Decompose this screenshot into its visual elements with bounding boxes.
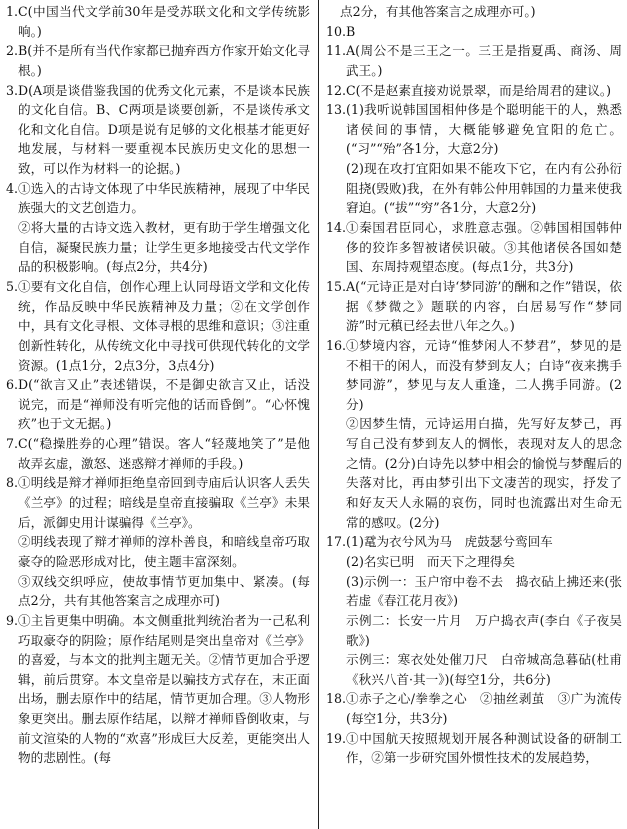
question-number: 6. — [6, 377, 19, 393]
answer-item — [326, 336, 622, 532]
answer-paragraph: D(A项是谈借鉴我国的优秀文化元素，不是谈本民族的文化自信。B、C两项是谈要创新，不是谈传承文化和文化自信。D项是说有足够的文化根基才能更好地发展，与材料一要重视本民族历史文化的思想一致，可以作为材料一的论据。) — [18, 82, 310, 177]
answer-paragraph: (3)示例一：玉户帘中卷不去 捣衣砧上拂还来(张若虚《春江花月夜》) — [346, 573, 622, 609]
answer-body — [346, 689, 622, 728]
question-number: 14. — [326, 220, 347, 236]
answer-item — [6, 434, 310, 473]
question-number: 11. — [326, 43, 347, 59]
question-number: 18. — [326, 691, 347, 707]
question-number: 10. — [326, 23, 347, 39]
answer-paragraph: ①中国航天按照规划开展各种测试设备的研制工作，②第一步研究国外惯性技术的发展趋势， — [346, 730, 622, 766]
answer-item — [6, 179, 310, 277]
answer-body — [346, 277, 622, 336]
answer-paragraph: 示例三：寒衣处处催刀尺 白帝城高急暮砧(杜甫《秋兴八首·其一》)(每空1分，共6分) — [346, 652, 622, 687]
answer-body — [346, 41, 622, 80]
continued-text — [326, 2, 622, 22]
answer-paragraph: ②因梦生情，元诗运用白描，先写好友梦己，再写自己没有梦到友人的惆怅，表现对友人的思念之情。(2分)白诗先以梦中相会的愉悦与梦醒后的失落对比，再由梦引出下文凄苦的现实，抒发了和好友天人永隔的哀伤，同时也流露出对生命无常的感叹。(2分) — [346, 416, 622, 530]
answer-body — [346, 532, 622, 689]
answer-body — [18, 81, 310, 179]
answer-paragraph: C(中国当代文学前30年是受苏联文化和文学传统影响。) — [18, 4, 310, 39]
answer-body — [18, 277, 310, 375]
answer-paragraph: ①秦国君臣同心，求胜意志强。②韩国相国韩仲侈的狡诈多智被诸侯识破。③其他诸侯各国如楚国、东周持观望态度。(每点1分，共3分) — [346, 220, 622, 275]
question-number: 2. — [6, 43, 19, 59]
answer-paragraph: ①梦境内容，元诗“惟梦闲人不梦君”，梦见的是不相干的闲人，而没有梦到友人；白诗“夜来携手梦同游”，梦见与友人重逢，二人携手同游。(2分) — [346, 337, 622, 412]
answer-body — [18, 434, 310, 473]
answer-body — [18, 473, 310, 610]
answer-paragraph: C(“稳操胜券的心理”错误。客人“轻蔑地笑了”是他故弄玄虚，激怒、迷惑辩才禅师的手段。) — [18, 436, 310, 471]
question-number: 12. — [326, 82, 347, 98]
answer-paragraph: (2)现在攻打宜阳如果不能攻下它，在内有公孙衍阻挠(毁败)我，在外有韩公仲用韩国的力量来使我窘迫。(“拔”“穷”各1分，大意2分) — [346, 161, 622, 216]
answer-paragraph: ②将大量的古诗文选入教材，更有助于学生增强文化自信，凝聚民族力量；让学生更多地接受古代文学作品的积极影响。(每点2分，共4分) — [18, 220, 310, 275]
left-column — [6, 2, 310, 768]
answer-paragraph: ①明线是辩才禅师拒绝皇帝回到寺庙后认识客人丢失《兰亭》的过程；暗线是皇帝直接骗取《兰亭》未果后，派御史用计谋骗得《兰亭》。 — [18, 475, 310, 530]
answer-item — [326, 729, 622, 768]
answer-paragraph: ①赤子之心/拳拳之心 ②抽丝剥茧 ③广为流传(每空1分，共3分) — [346, 691, 622, 727]
answer-item — [6, 2, 310, 41]
answer-body — [18, 611, 310, 768]
question-number: 1. — [6, 4, 19, 19]
answer-item — [6, 81, 310, 179]
answer-item — [6, 611, 310, 768]
answer-body — [18, 41, 310, 80]
answer-paragraph: ②明线表现了辩才禅师的淳朴善良，和暗线皇帝巧取豪夺的险恶形成对比，使主题丰富深刻。 — [18, 534, 310, 569]
question-number: 7. — [6, 436, 19, 452]
question-number: 4. — [6, 180, 19, 196]
answer-paragraph: D(“欲言又止”表述错误，不是御史欲言又止，话没说完，而是“禅师没有听完他的话而昏倒”。“心怀愧疚”也于文无据。) — [18, 377, 310, 432]
question-number: 5. — [6, 278, 19, 294]
answer-item — [6, 375, 310, 434]
answer-item — [326, 100, 622, 218]
answer-body — [346, 100, 622, 218]
question-number: 13. — [326, 102, 347, 118]
answer-item — [326, 277, 622, 336]
question-number: 9. — [6, 612, 19, 628]
answer-item — [6, 277, 310, 375]
answer-paragraph: ①主旨更集中明确。本文侧重批判统治者为一己私利巧取豪夺的阴险；原作结尾则是突出皇帝对《兰亭》的喜爱，与本文的批判主题无关。②情节更加合乎逻辑，前后贯穿。本文皇帝是以骗技方式存在，末正面出场，删去原作中的结尾，情节更加合理。③人物形象更突出。删去原作结尾，以辩才禅师昏倒收束，与前文渲染的人物的“欢喜”形成巨大反差，更能突出人物的悲剧性。(每 — [18, 612, 310, 766]
answer-item — [6, 473, 310, 610]
answer-paragraph: A(“元诗正是对白诗‘梦同游’的酬和之作”错误，依据《梦微之》题联的内容，白居易写作“梦同游”时元稹已经去世八年之久。) — [346, 278, 622, 334]
answer-paragraph: (1)我听说韩国国相仲侈是个聪明能干的人，熟悉诸侯间的事情，大概能够避免宜阳的危亡。(“习”“殆”各1分，大意2分) — [346, 102, 622, 157]
answer-paragraph: C(不是赵素直接劝说景翠，而是给周君的建议。) — [346, 82, 612, 98]
answer-body — [18, 179, 310, 277]
answer-item — [326, 532, 622, 689]
answer-item — [326, 41, 622, 80]
answer-body — [346, 81, 622, 101]
answer-item — [326, 22, 622, 42]
question-number: 15. — [326, 278, 347, 294]
answer-body — [18, 375, 310, 434]
answer-paragraph: (2)名实已明 而天下之理得矣 — [346, 553, 515, 569]
answer-paragraph: A(周公不是三王之一。三王是指夏禹、商汤、周武王。) — [346, 43, 622, 78]
column-divider — [318, 0, 319, 829]
answer-paragraph: ③双线交织呼应，使故事情节更加集中、紧凑。(每点2分，共有其他答案言之成理亦可) — [18, 573, 310, 609]
continued-paragraph: 点2分，有其他答案言之成理亦可。) — [340, 4, 536, 19]
answer-paragraph: B — [346, 23, 356, 39]
right-column — [326, 2, 622, 768]
answer-paragraph: B(并不是所有当代作家都已抛弃西方作家开始文化寻根。) — [18, 43, 310, 78]
question-number: 17. — [326, 534, 347, 550]
answer-item — [326, 218, 622, 277]
answer-paragraph: ①要有文化自信，创作心理上认同母语文学和文化传统，作品反映中华民族精神及力量；②在文学创作中，具有文化寻根、文体寻根的思维和意识；③注重创新性转化，从传统文化中寻找可供现代转化的文学资源。(1点1分，2点3分，3点4分) — [18, 278, 310, 373]
answer-paragraph: ①选入的古诗文体现了中华民族精神，展现了中华民族强大的文艺创造力。 — [18, 180, 310, 216]
answer-paragraph: 示例二：长安一片月 万户捣衣声(李白《子夜吴歌》) — [346, 612, 622, 648]
question-number: 8. — [6, 475, 19, 491]
answer-paragraph: (1)鼋为衣兮风为马 虎鼓瑟兮鸾回车 — [346, 534, 553, 550]
answer-item — [326, 81, 622, 101]
answer-body — [346, 729, 622, 768]
question-number: 3. — [6, 82, 19, 98]
answer-body — [18, 2, 310, 41]
answer-body — [346, 336, 622, 532]
answer-item — [326, 689, 622, 728]
answer-body — [346, 218, 622, 277]
answer-item — [6, 41, 310, 80]
question-number: 19. — [326, 730, 347, 746]
question-number: 16. — [326, 337, 347, 353]
answer-body — [346, 22, 622, 42]
